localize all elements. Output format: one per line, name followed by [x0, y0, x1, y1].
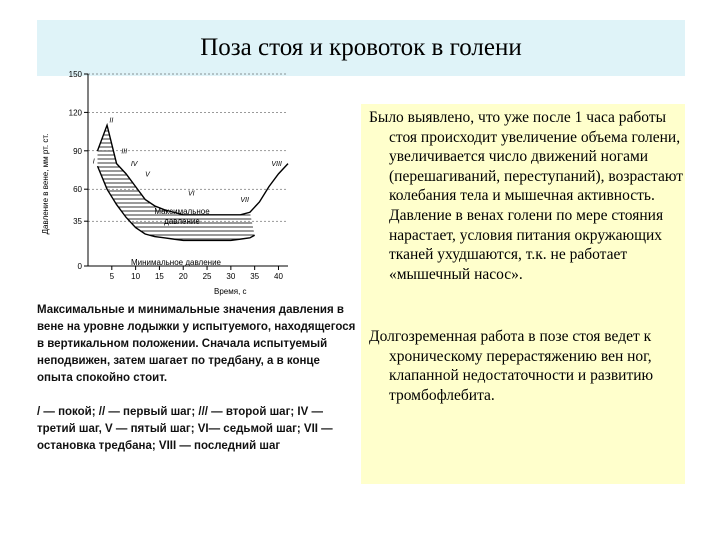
x-tick-label: 20	[178, 272, 188, 281]
y-tick-label: 150	[68, 70, 82, 79]
stage-label: II	[109, 117, 114, 125]
stage-label: VIII	[271, 161, 282, 169]
min-pressure-label: Минимальное давление	[131, 258, 221, 267]
y-tick-label: 0	[77, 262, 82, 271]
stage-label: I	[92, 158, 95, 166]
stage-label: III	[121, 148, 128, 156]
y-tick-label: 60	[73, 185, 82, 195]
stage-label: IV	[130, 161, 138, 169]
chart-legend-note: / — покой; // — первый шаг; /// — второй шаг; IV — третий шаг, V — пятый шаг; VI— седьмой шаг; VII — остановка тредбана; VIII — последний шаг	[37, 406, 333, 452]
info-paragraph-1: Было выявлено, что уже после 1 часа работы стоя происходит увеличение объема голени, увеличивается число движений ногами (перешагиваний, переступаний), возрастают колебания тела и мышечная активность. Давление в венах голени по мере стояния нарастает, условия питания окружающих тканей ухудшаются, т.к. не работает «мышечный насос».	[369, 109, 684, 283]
stage-label: VII	[240, 197, 249, 204]
stage-label: V	[145, 171, 150, 179]
stage-label: VI	[188, 190, 195, 198]
y-tick-label: 120	[68, 108, 82, 118]
x-tick-label: 15	[154, 272, 164, 281]
y-axis-label: Давление в вене, мм рт. ст.	[41, 133, 50, 235]
y-tick-label: 90	[73, 146, 82, 156]
x-tick-label: 5	[109, 272, 115, 281]
x-tick-label: 30	[226, 272, 236, 281]
max-pressure-label-part: Максимальное	[154, 207, 210, 216]
x-tick-label: 25	[202, 272, 212, 281]
info-paragraph-2: Долгозременная работа в позе стоя ведет к хроническому перерастяжению вен ног, клапанной недостаточности и развитию тромбофлебита.	[369, 328, 654, 404]
x-tick-label: 10	[131, 272, 141, 281]
pressure-chart	[36, 66, 356, 300]
x-tick-label: 35	[250, 272, 260, 281]
x-axis-label: Время, с	[214, 287, 247, 296]
x-tick-label: 40	[274, 272, 283, 281]
max-pressure-label-part: давление	[164, 217, 200, 226]
info-panel	[361, 104, 685, 484]
y-tick-label: 35	[73, 217, 82, 227]
chart-caption: Максимальные и минимальные значения давления в вене на уровне лодыжки у испытуемого, находящегося в вертикальном положении. Сначала испытуемый неподвижен, затем шагает по тредбану, а в конце опыта спокойно стоит.	[37, 304, 356, 384]
slide-title: Поза стоя и кровоток в голени	[200, 34, 522, 61]
